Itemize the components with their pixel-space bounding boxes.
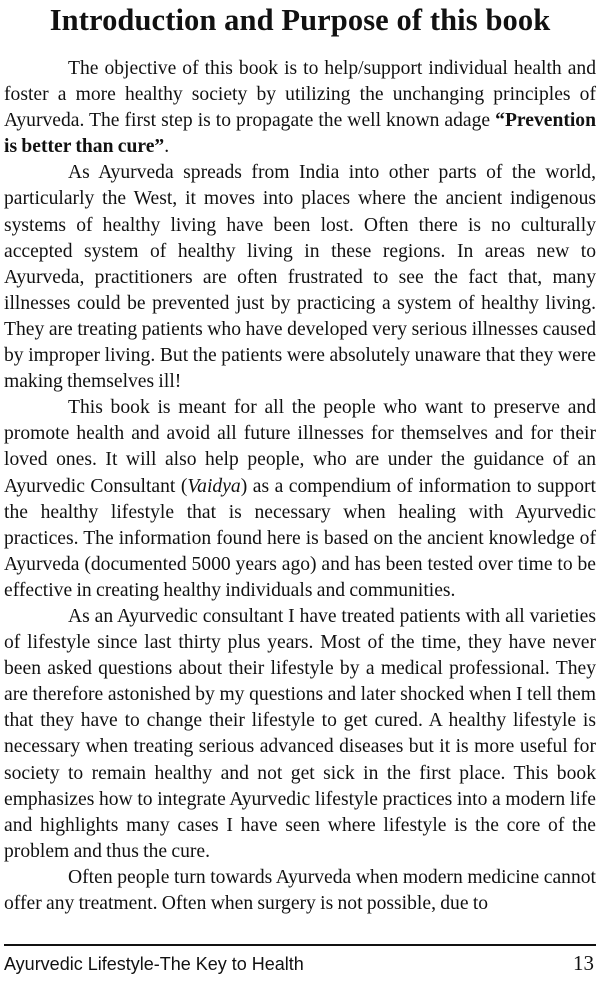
- body-text: [4, 56, 596, 917]
- paragraph-objective: [4, 56, 596, 160]
- paragraph-audience: [4, 395, 596, 604]
- paragraph-modern-medicine: Often people turn towards Ayurveda when modern medicine cannot offer any treatment. Often when surgery is not possible, due to: [4, 866, 596, 914]
- page-number: 13: [573, 951, 594, 975]
- page-title: Introduction and Purpose of this book: [49, 3, 551, 37]
- paragraph-audience-text: This book is meant for all the people who want to preserve and promote health and avoid all future illnesses for themselves and for their loved ones. It will also help people, who are under the guidance of an Ayurvedic Consultant (: [4, 397, 596, 497]
- paragraph-objective-text: The objective of this book is to help/support individual health and foster a more healthy society by utilizing the unchanging principles of Ayurveda. The first step is to propagate the well known adage: [4, 58, 596, 132]
- footer-book-title: Ayurvedic Lifestyle-The Key to Health: [4, 954, 304, 974]
- footer-rule: [4, 944, 596, 946]
- term-vaidya: Vaidya: [187, 475, 241, 497]
- paragraph-audience-end: ) as a compendium of information to support the healthy lifestyle that is necessary when healing with Ayurvedic practices. The information found here is based on the ancient knowledge of Ayurveda (documented 5000 years ago) and has been tested over time to be effective in creating healthy individuals and communities.: [4, 475, 596, 601]
- paragraph-objective-end: .: [164, 136, 170, 158]
- adage-prevention: “Prevention is better than cure”: [4, 110, 596, 158]
- paragraph-spread: As Ayurveda spreads from India into other parts of the world, particularly the West, it moves into places where the ancient indigenous systems of healthy living have been lost. Often there is no culturally accepted system of healthy living in these regions. In areas new to Ayurveda, practitioners are often frustrated to see the fact that, many illnesses could be prevented just by practicing a system of healthy living. They are treating patients who have developed very serious illnesses caused by improper living. But the patients were absolutely unaware that they were making themselves ill!: [4, 162, 596, 393]
- paragraph-consultant: As an Ayurvedic consultant I have treated patients with all varieties of lifestyle since last thirty plus years. Most of the time, they have never been asked questions about their lifestyle by a medical professional. They are therefore astonished by my questions and later shocked when I tell them that they have to change their lifestyle to get cured. A healthy lifestyle is necessary when treating serious advanced diseases but it is more useful for society to remain healthy and not get sick in the first place. This book emphasizes how to integrate Ayurvedic lifestyle practices into a modern life and highlights many cases I have seen where lifestyle is the core of the problem and thus the cure.: [4, 605, 596, 862]
